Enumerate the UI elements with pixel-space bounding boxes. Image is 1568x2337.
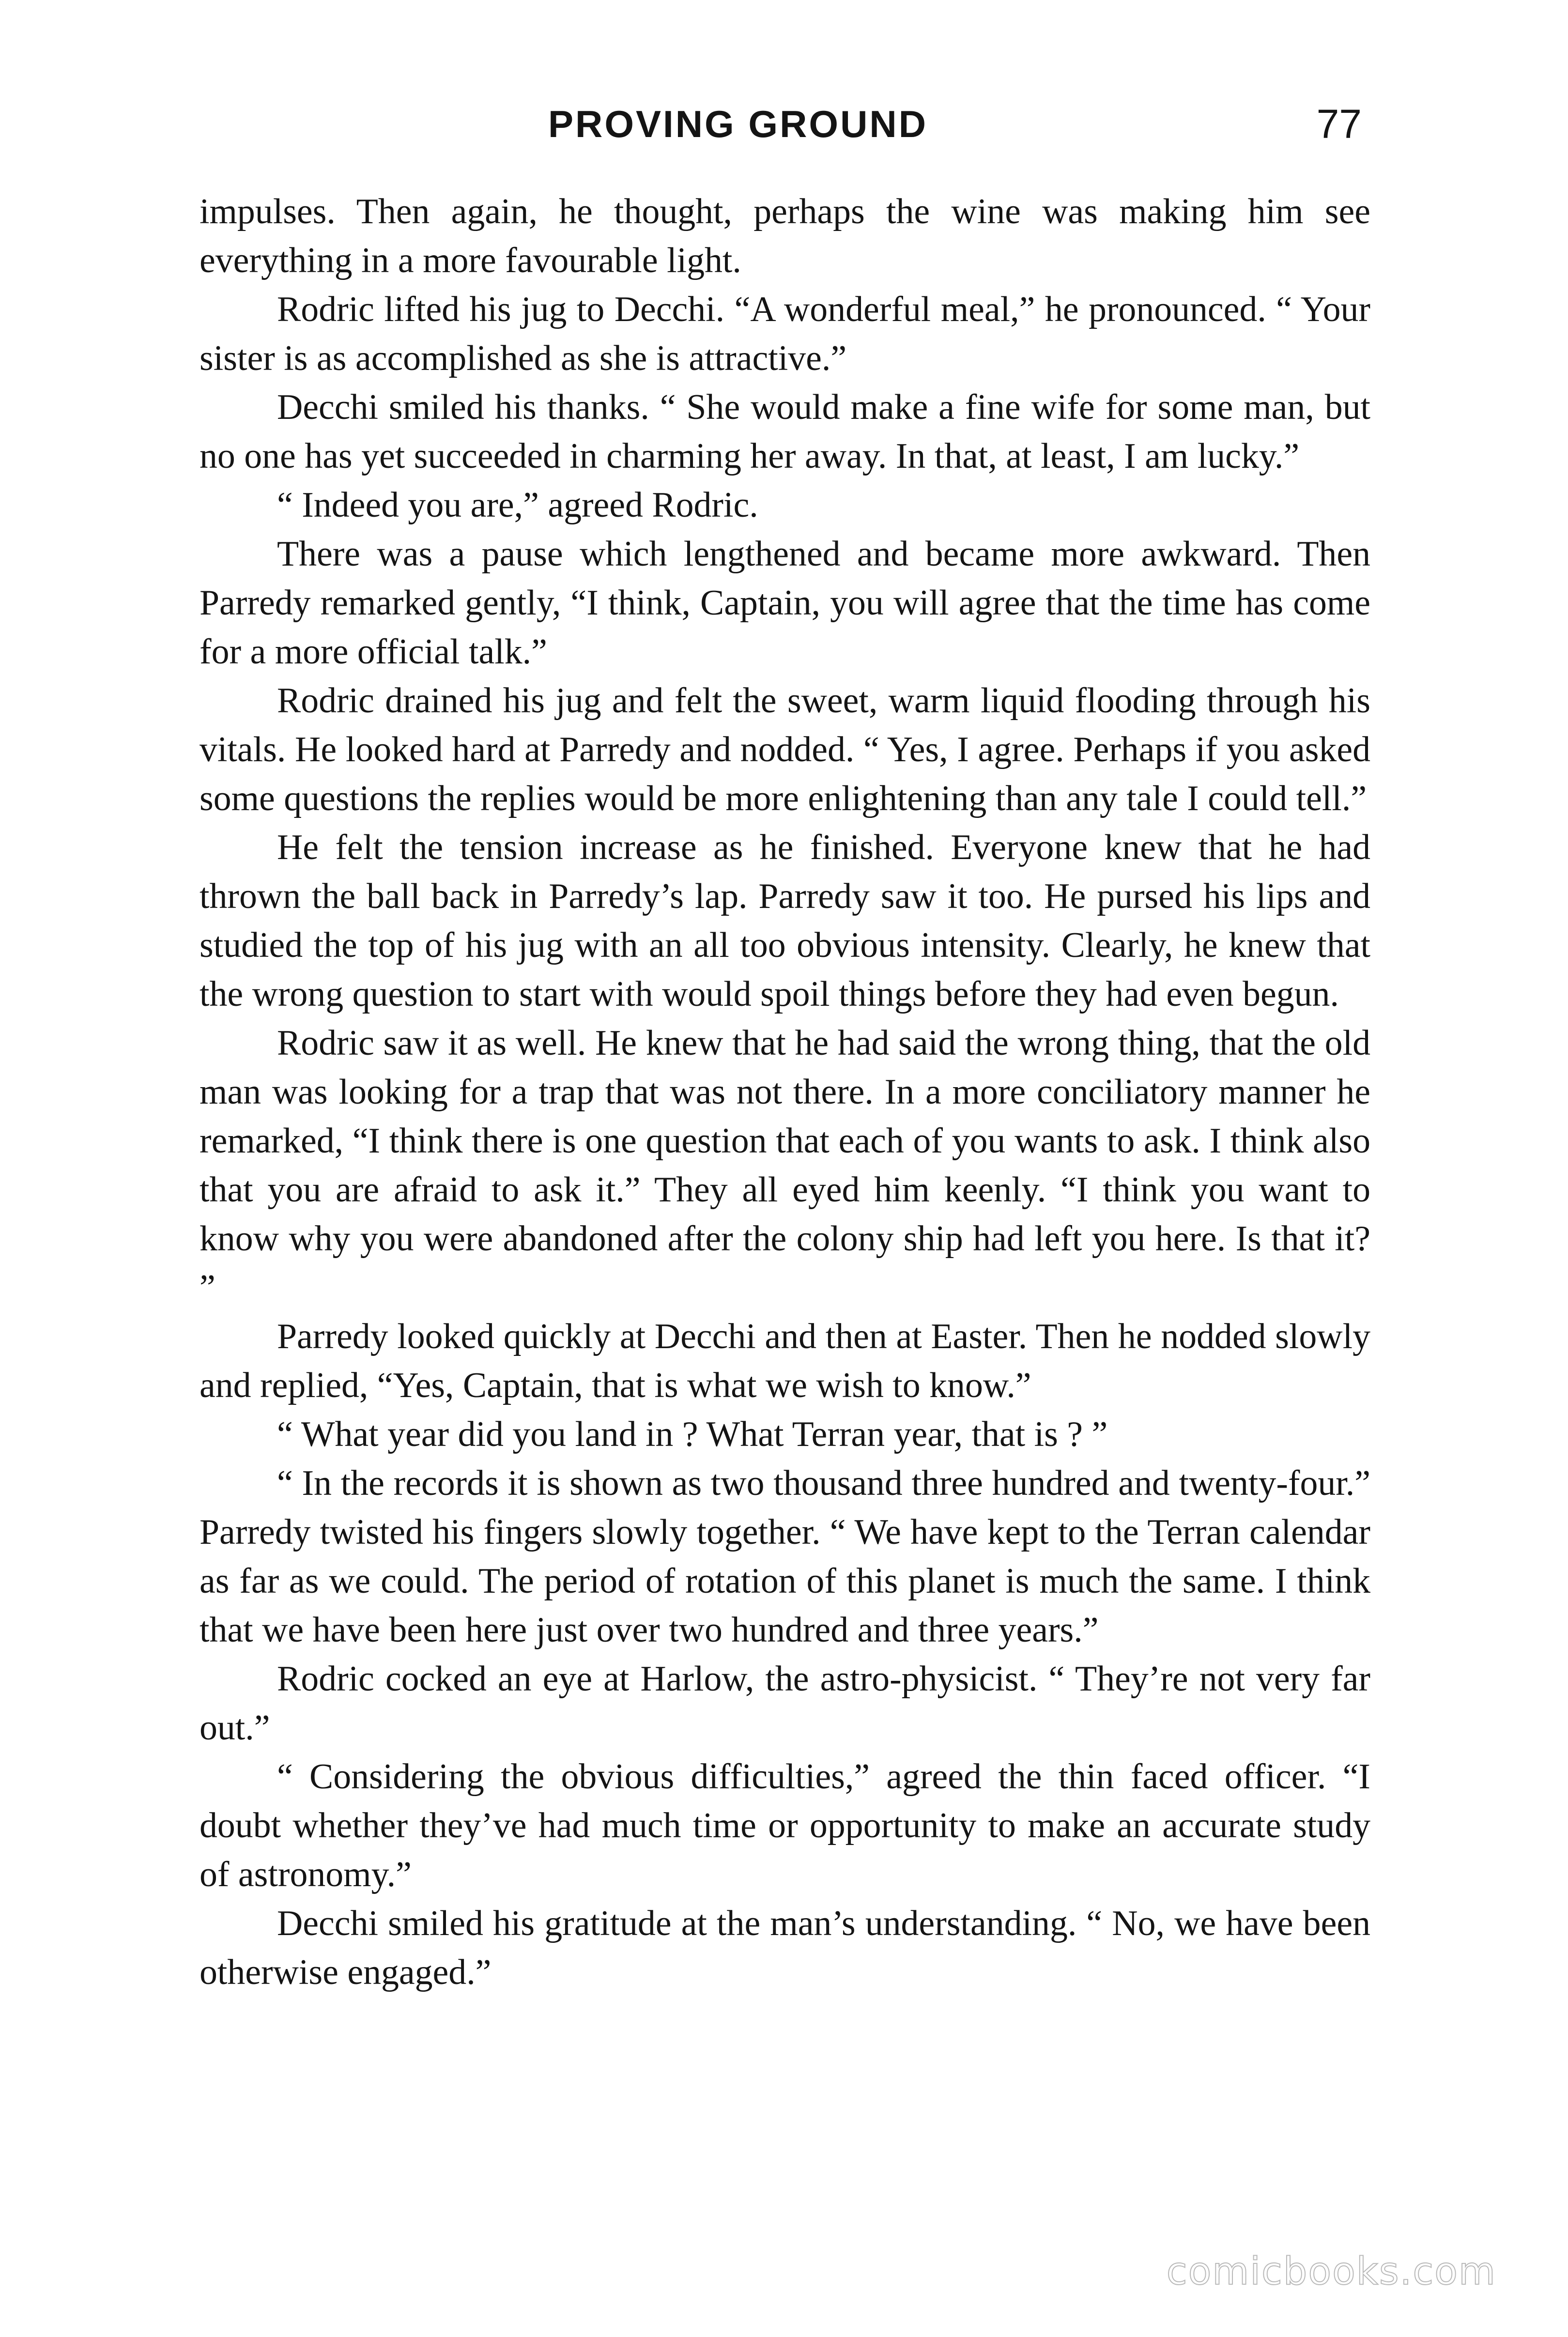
paragraph: “ What year did you land in ? What Terran year, that is ? ” bbox=[277, 1414, 1108, 1454]
body-text bbox=[200, 187, 1370, 1997]
paragraph: Decchi smiled his thanks. “ She would make a fine wife for some man, but no one has yet succeeded in charming her away. In that, at least, I am lucky.” bbox=[200, 387, 1370, 476]
paragraph: “ Considering the obvious difficulties,” agreed the thin faced officer. “I doubt whether they’ve had much time or opportunity to make an accurate study of astronomy.” bbox=[200, 1756, 1370, 1894]
watermark: comicbooks.com bbox=[1166, 2250, 1496, 2293]
running-title: PROVING GROUND bbox=[548, 103, 928, 145]
paragraph: There was a pause which lengthened and became more awkward. Then Parredy remarked gently, “I think, Captain, you will agree that the time has come for a more official talk.” bbox=[200, 534, 1370, 671]
paragraph: “ Indeed you are,” agreed Rodric. bbox=[277, 485, 758, 524]
paragraph: impulses. Then again, he thought, perhaps the wine was making him see everything in a more favourable light. bbox=[200, 191, 1370, 280]
page-number: 77 bbox=[1316, 101, 1362, 147]
paragraph: Rodric saw it as well. He knew that he had said the wrong thing, that the old man was looking for a trap that was not there. In a more conciliatory manner he remarked, “I think there is one question that each of you wants to ask. I think also that you are afraid to ask it.” They all eyed him keenly. “I think you want to know why you were abandoned after the colony ship had left you here. Is that it? ” bbox=[200, 1023, 1370, 1307]
paragraph: Rodric cocked an eye at Harlow, the astro-physicist. “ They’re not very far out.” bbox=[200, 1659, 1370, 1747]
running-header bbox=[200, 95, 1362, 153]
paragraph: He felt the tension increase as he finished. Everyone knew that he had thrown the ball back in Parredy’s lap. Parredy saw it too. He pursed his lips and studied the top of his jug with an all too obvious intensity. Clearly, he knew that the wrong question to start with would spoil things before they had even begun. bbox=[200, 827, 1370, 1014]
paragraph: “ In the records it is shown as two thousand three hundred and twenty-four.” Parredy twisted his fingers slowly together. “ We have kept to the Terran calendar as far as we could. The period of rotation of this planet is much the same. I think that we have been here just over two hundred and three years.” bbox=[200, 1463, 1370, 1649]
paragraph: Parredy looked quickly at Decchi and then at Easter. Then he nodded slowly and replied, “Yes, Captain, that is what we wish to know.” bbox=[200, 1316, 1370, 1405]
paragraph: Decchi smiled his gratitude at the man’s understanding. “ No, we have been otherwise engaged.” bbox=[200, 1903, 1370, 1992]
paragraph: Rodric drained his jug and felt the sweet, warm liquid flooding through his vitals. He looked hard at Parredy and nodded. “ Yes, I agree. Perhaps if you asked some questions the replies would be more enlightening than any tale I could tell.” bbox=[200, 680, 1370, 818]
paragraph: Rodric lifted his jug to Decchi. “A wonderful meal,” he pronounced. “ Your sister is as accomplished as she is attractive.” bbox=[200, 289, 1370, 378]
